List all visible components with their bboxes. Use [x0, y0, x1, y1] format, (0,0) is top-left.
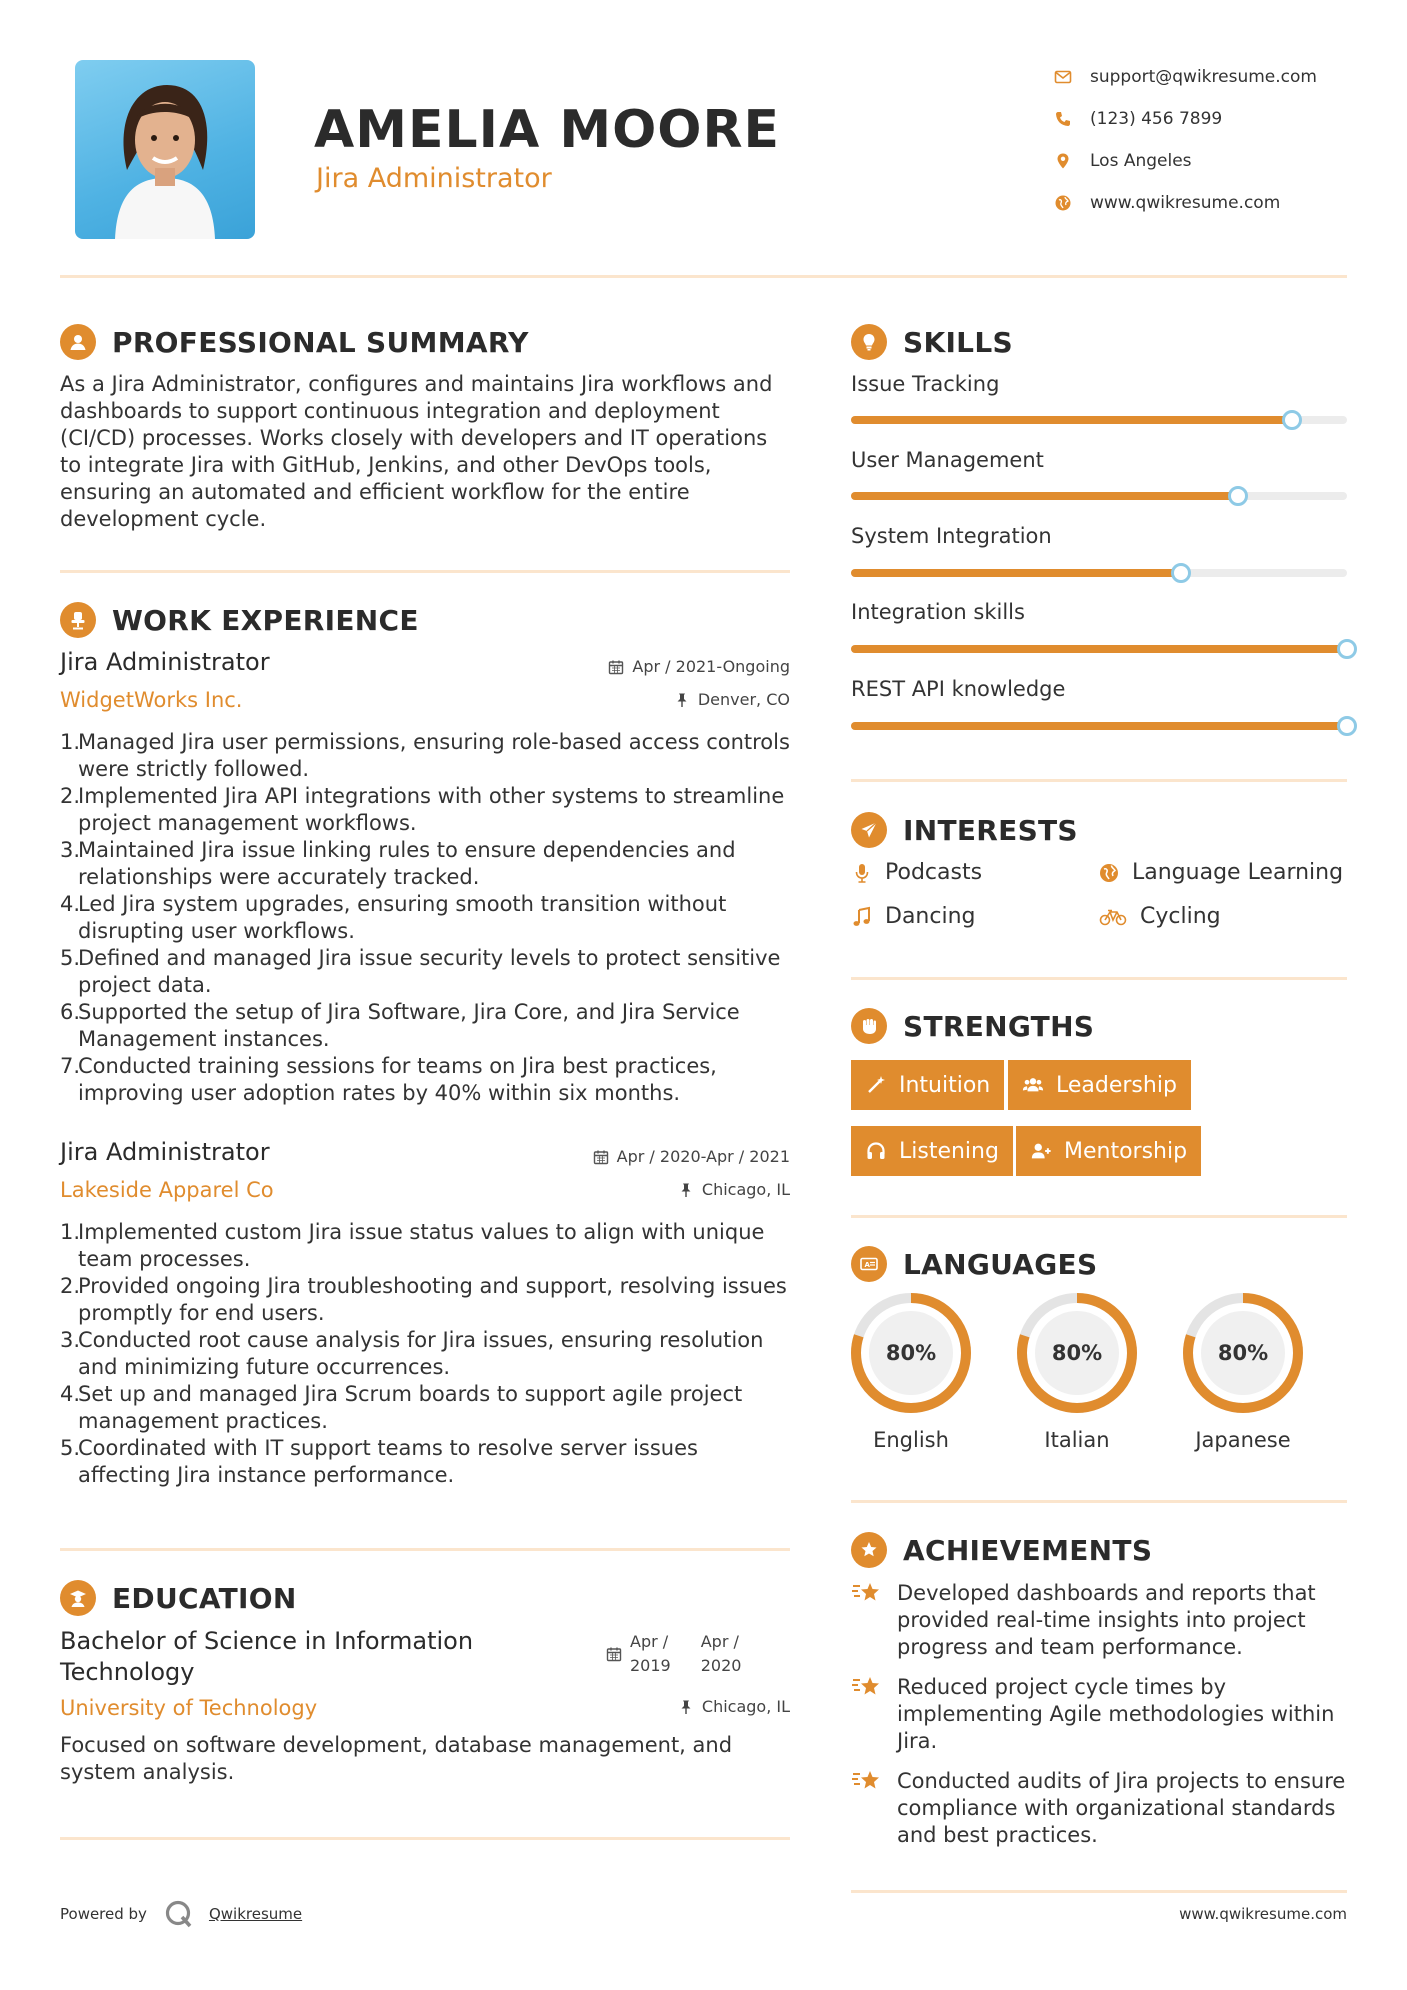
skill-label: REST API knowledge	[851, 677, 1066, 701]
skill-bar-knob	[1337, 716, 1357, 736]
pin-icon	[678, 1182, 694, 1198]
contact-phone-text: (123) 456 7899	[1090, 109, 1223, 129]
interest-item	[1098, 860, 1343, 885]
job-2-bullets	[60, 1219, 793, 1489]
achievement-item	[851, 1580, 1347, 1661]
interest-label: Language Learning	[1132, 860, 1344, 885]
calendar-icon	[606, 1646, 622, 1662]
users-icon	[1022, 1074, 1044, 1096]
interests-heading	[851, 812, 1078, 848]
contact-website-text: www.qwikresume.com	[1090, 193, 1281, 213]
contact-location-text: Los Angeles	[1090, 151, 1192, 171]
job-1-bullet: 6. Supported the setup of Jira Software, Jira Core, and Jira Service Management instances.	[60, 1000, 740, 1051]
education-end-year: 2020	[700, 1656, 742, 1675]
job-2-bullet: 4. Set up and managed Jira Scrum boards to support agile project management practices.	[60, 1382, 743, 1433]
language-name: Italian	[1044, 1428, 1110, 1452]
interest-label: Dancing	[885, 904, 976, 929]
skill-bar-knob	[1171, 563, 1191, 583]
education-degree: Bachelor of Science in Information Technology	[60, 1627, 474, 1686]
strength-label: Mentorship	[1064, 1138, 1188, 1164]
languages-divider	[851, 1500, 1347, 1503]
powered-by-text: Powered by	[60, 1905, 147, 1923]
interests-divider	[851, 977, 1347, 980]
summary-heading	[60, 324, 529, 360]
pin-icon	[674, 692, 690, 708]
skill-bar-knob	[1228, 486, 1248, 506]
interest-item	[1098, 904, 1221, 929]
education-heading-text: EDUCATION	[112, 1581, 297, 1615]
strength-label: Listening	[899, 1138, 999, 1164]
language-item	[1016, 1292, 1138, 1452]
language-gauge	[1182, 1292, 1304, 1414]
job-1-dates-text: Apr / 2021-Ongoing	[632, 657, 790, 676]
skill-bar-fill	[851, 722, 1347, 730]
graduate-icon	[60, 1580, 96, 1616]
languages-heading	[851, 1246, 1097, 1282]
job-1-dates	[490, 657, 790, 676]
skill-bar	[851, 722, 1347, 730]
globe-icon	[1098, 862, 1120, 884]
job-2-bullet: 5. Coordinated with IT support teams to resolve server issues affecting Jira instance performance.	[60, 1436, 698, 1487]
strengths-divider	[851, 1215, 1347, 1218]
skill-bar	[851, 416, 1347, 424]
bicycle-icon	[1098, 906, 1128, 928]
experience-divider	[60, 1548, 790, 1551]
qwikresume-logo-icon	[163, 1898, 195, 1930]
shooting-star-icon	[851, 1672, 883, 1702]
education-school: University of Technology	[60, 1696, 318, 1720]
education-end-month: Apr /	[700, 1632, 739, 1651]
education-description: Focused on software development, database management, and system analysis.	[60, 1733, 733, 1784]
skill-bar-fill	[851, 416, 1292, 424]
strength-tag	[1016, 1126, 1201, 1176]
achievements-divider	[851, 1890, 1347, 1893]
education-location	[490, 1697, 790, 1716]
music-note-icon	[851, 906, 873, 928]
job-1-location	[490, 690, 790, 709]
summary-text: As a Jira Administrator, configures and maintains Jira workflows and dashboards to support continuous integration and deployment (CI/CD) processes. Works closely with developers and IT operations to integrate Jira with GitHub, Jenkins, and other DevOps tools, ensuring an automated and efficient workflow for the entire development cycle.	[60, 372, 773, 531]
job-2-bullet: 1. Implemented custom Jira issue status values to align with unique team processes.	[60, 1220, 765, 1271]
achievement-text: Reduced project cycle times by implementing Agile methodologies within Jira.	[897, 1675, 1335, 1753]
lightbulb-icon	[851, 324, 887, 360]
job-2-bullet: 2. Provided ongoing Jira troubleshooting and support, resolving issues promptly for end users.	[60, 1274, 787, 1325]
strength-tag	[1008, 1060, 1191, 1110]
education-heading	[60, 1580, 297, 1616]
skill-bar-fill	[851, 492, 1238, 500]
user-icon	[60, 324, 96, 360]
microphone-icon	[851, 862, 873, 884]
job-2-location	[490, 1180, 790, 1199]
candidate-name: AMELIA MOORE	[314, 100, 781, 160]
achievements-heading	[851, 1532, 1152, 1568]
interest-label: Podcasts	[885, 860, 983, 885]
skills-divider	[851, 779, 1347, 782]
achievement-item	[851, 1768, 1347, 1849]
education-location-text: Chicago, IL	[701, 1697, 790, 1716]
job-1-bullet: 2. Implemented Jira API integrations with other systems to streamline project management workflows.	[60, 784, 785, 835]
magic-wand-icon	[865, 1074, 887, 1096]
job-2-title: Jira Administrator	[60, 1138, 270, 1166]
id-card-icon	[851, 1246, 887, 1282]
job-1-bullet: 4. Led Jira system upgrades, ensuring smooth transition without disrupting user workflows.	[60, 892, 727, 943]
education-dates	[606, 1630, 741, 1678]
job-1-bullet: 5. Defined and managed Jira issue security levels to protect sensitive project data.	[60, 946, 781, 997]
language-gauge	[1016, 1292, 1138, 1414]
headphones-icon	[865, 1140, 887, 1162]
contact-phone[interactable]	[1054, 98, 1317, 140]
shooting-star-icon	[851, 1766, 883, 1796]
languages-heading-text: LANGUAGES	[903, 1247, 1098, 1281]
footer-site-link[interactable]: www.qwikresume.com	[1179, 1905, 1347, 1923]
education-start-month: Apr /	[630, 1632, 669, 1651]
job-1-bullet: 1. Managed Jira user permissions, ensuring role-based access controls were strictly followed.	[60, 730, 790, 781]
job-2-company: Lakeside Apparel Co	[60, 1178, 274, 1202]
achievement-text: Conducted audits of Jira projects to ensure compliance with organizational standards and best practices.	[897, 1769, 1346, 1847]
interest-item	[851, 860, 982, 885]
job-1-bullets	[60, 729, 793, 1107]
fist-icon	[851, 1008, 887, 1044]
skill-bar	[851, 569, 1347, 577]
experience-heading-text: WORK EXPERIENCE	[112, 603, 419, 637]
pin-icon	[678, 1699, 694, 1715]
job-2-bullet: 3. Conducted root cause analysis for Jira issues, ensuring resolution and minimizing future occurrences.	[60, 1328, 764, 1379]
map-pin-icon	[1054, 152, 1072, 170]
strengths-heading	[851, 1008, 1094, 1044]
skill-bar	[851, 645, 1347, 653]
strength-tag	[851, 1126, 1013, 1176]
skill-bar-knob	[1282, 410, 1302, 430]
job-1-title: Jira Administrator	[60, 648, 270, 676]
strength-label: Leadership	[1056, 1072, 1177, 1098]
job-1-bullet: 3. Maintained Jira issue linking rules to ensure dependencies and relationships were accurately tracked.	[60, 838, 736, 889]
language-gauge	[850, 1292, 972, 1414]
contact-website[interactable]	[1054, 182, 1317, 224]
language-percent: 80%	[1217, 1341, 1269, 1365]
contact-location	[1054, 140, 1317, 182]
office-chair-icon	[60, 602, 96, 638]
language-percent: 80%	[1051, 1341, 1103, 1365]
skill-bar-knob	[1337, 639, 1357, 659]
experience-heading	[60, 602, 419, 638]
calendar-icon	[593, 1149, 609, 1165]
skills-heading	[851, 324, 1013, 360]
contact-email-text: support@qwikresume.com	[1090, 67, 1317, 87]
language-name: Japanese	[1195, 1428, 1291, 1452]
header-divider	[60, 275, 1347, 278]
skills-heading-text: SKILLS	[903, 325, 1013, 359]
interest-label: Cycling	[1140, 904, 1221, 929]
qwikresume-link[interactable]: Qwikresume	[208, 1905, 303, 1923]
language-item	[850, 1292, 972, 1452]
achievements-heading-text: ACHIEVEMENTS	[903, 1533, 1153, 1567]
calendar-icon	[608, 659, 624, 675]
phone-icon	[1054, 110, 1072, 128]
svg-text:A: A	[864, 1260, 870, 1269]
skill-label: User Management	[851, 448, 1044, 472]
user-plus-icon	[1030, 1140, 1052, 1162]
skill-bar-fill	[851, 645, 1347, 653]
trophy-star-icon	[851, 1532, 887, 1568]
skill-label: Integration skills	[851, 600, 1025, 624]
achievement-item	[851, 1674, 1347, 1755]
job-1-location-text: Denver, CO	[697, 690, 790, 709]
skill-label: Issue Tracking	[851, 372, 1000, 396]
summary-divider	[60, 570, 790, 573]
contact-block	[1054, 56, 1317, 224]
language-item	[1182, 1292, 1304, 1452]
education-divider	[60, 1837, 790, 1840]
strengths-heading-text: STRENGTHS	[903, 1009, 1095, 1043]
job-2-dates	[490, 1147, 790, 1166]
contact-email[interactable]	[1054, 56, 1317, 98]
paper-plane-icon	[851, 812, 887, 848]
strength-label: Intuition	[899, 1072, 991, 1098]
language-name: English	[873, 1428, 949, 1452]
footer-powered-by	[60, 1898, 302, 1930]
candidate-role: Jira Administrator	[316, 163, 552, 194]
skill-bar-fill	[851, 569, 1181, 577]
job-2-dates-text: Apr / 2020-Apr / 2021	[616, 1147, 790, 1166]
strength-tag	[851, 1060, 1004, 1110]
envelope-icon	[1054, 68, 1072, 86]
interest-item	[851, 904, 975, 929]
achievement-text: Developed dashboards and reports that provided real-time insights into project progress and team performance.	[897, 1581, 1316, 1659]
language-percent: 80%	[885, 1341, 937, 1365]
job-2-location-text: Chicago, IL	[701, 1180, 790, 1199]
profile-photo	[75, 60, 255, 239]
skill-bar	[851, 492, 1347, 500]
shooting-star-icon	[851, 1578, 883, 1608]
summary-heading-text: PROFESSIONAL SUMMARY	[112, 325, 529, 359]
globe-icon	[1054, 194, 1072, 212]
job-1-company: WidgetWorks Inc.	[60, 688, 243, 712]
interests-heading-text: INTERESTS	[903, 813, 1078, 847]
skill-label: System Integration	[851, 524, 1052, 548]
education-start-year: 2019	[630, 1656, 671, 1675]
job-1-bullet: 7. Conducted training sessions for teams on Jira best practices, improving user adoption rates by 40% within six months.	[60, 1054, 717, 1105]
